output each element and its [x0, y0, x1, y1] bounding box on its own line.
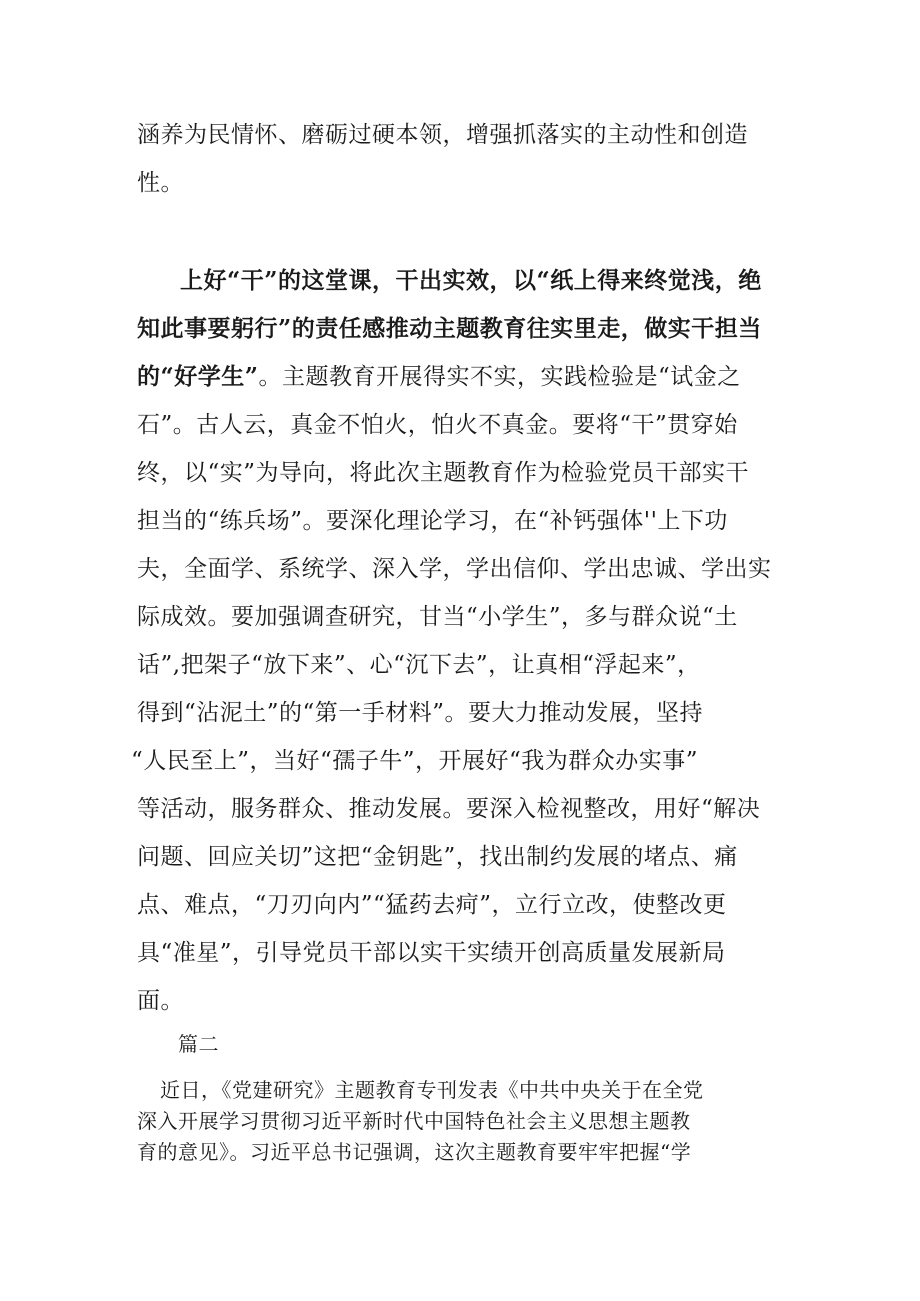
main-paragraph-bold-line-3: 的“好学生” — [137, 363, 259, 390]
main-paragraph-line: 具“准星”，引导党员干部以实干实绩开创高质量发展新局 — [137, 940, 726, 966]
main-paragraph-line: 际成效。要加强调查研究，甘当“小学生”，多与群众说“土 — [137, 604, 738, 630]
main-paragraph-line: 夫，全面学、系统学、深入学，学出信仰、学出忠诚、学出实 — [137, 556, 772, 582]
main-paragraph-line: 等活动，服务群众、推动发展。要深入检视整改，用好“解决 — [137, 796, 761, 822]
second-paragraph-line-1: 近日，《党建研究》主题教育专刊发表《中共中央关于在全党 — [160, 1078, 704, 1102]
main-paragraph-line: 点、难点，“刀刃向内”“猛药去疴”，立行立改，使整改更 — [137, 892, 727, 918]
main-paragraph-line-3 — [137, 362, 741, 392]
top-paragraph-line-2: 性。 — [137, 170, 184, 196]
main-paragraph-line: 问题、回应关切”这把“金钥匙”，找出制约发展的堵点、痛 — [137, 844, 738, 870]
main-paragraph-bold-line-1: 上好“干”的这堂课，干出实效，以“纸上得来终觉浅，绝 — [180, 267, 762, 294]
main-paragraph-line: 面。 — [137, 988, 184, 1014]
main-paragraph-line: “人民至上”，当好“孺子牛”，开展好“我为群众办实事” — [131, 748, 699, 774]
main-paragraph-line: 担当的“练兵场”。要深化理论学习，在“补钙强体''上下功 — [137, 508, 728, 534]
top-paragraph-line-1: 涵养为民情怀、磨砺过硬本领，增强抓落实的主动性和创造 — [137, 122, 748, 148]
main-paragraph-line: 得到“沾泥土”的“第一手材料”。要大力推动发展，坚持 — [137, 700, 704, 726]
main-paragraph-bold-line-2: 知此事要躬行”的责任感推动主题教育往实里走，做实干担当 — [137, 315, 762, 342]
main-paragraph-line: 终，以“实”为导向，将此次主题教育作为检验党员干部实干 — [137, 460, 750, 486]
main-paragraph-line: 石”。古人云，真金不怕火，怕火不真金。要将“干”贯穿始 — [137, 412, 738, 438]
second-paragraph-line-3: 育的意见》。习近平总书记强调，这次主题教育要牢牢把握“学 — [137, 1140, 692, 1164]
section-heading: 篇二 — [178, 1032, 219, 1056]
second-paragraph-line-2: 深入开展学习贯彻习近平新时代中国特色社会主义思想主题教 — [137, 1109, 691, 1133]
main-paragraph-line: 话”,把架子“放下来”、心“沉下去”，让真相“浮起来”， — [137, 652, 701, 678]
main-paragraph-line-3-rest: 。主题教育开展得实不实，实践检验是“试金之 — [258, 364, 741, 390]
